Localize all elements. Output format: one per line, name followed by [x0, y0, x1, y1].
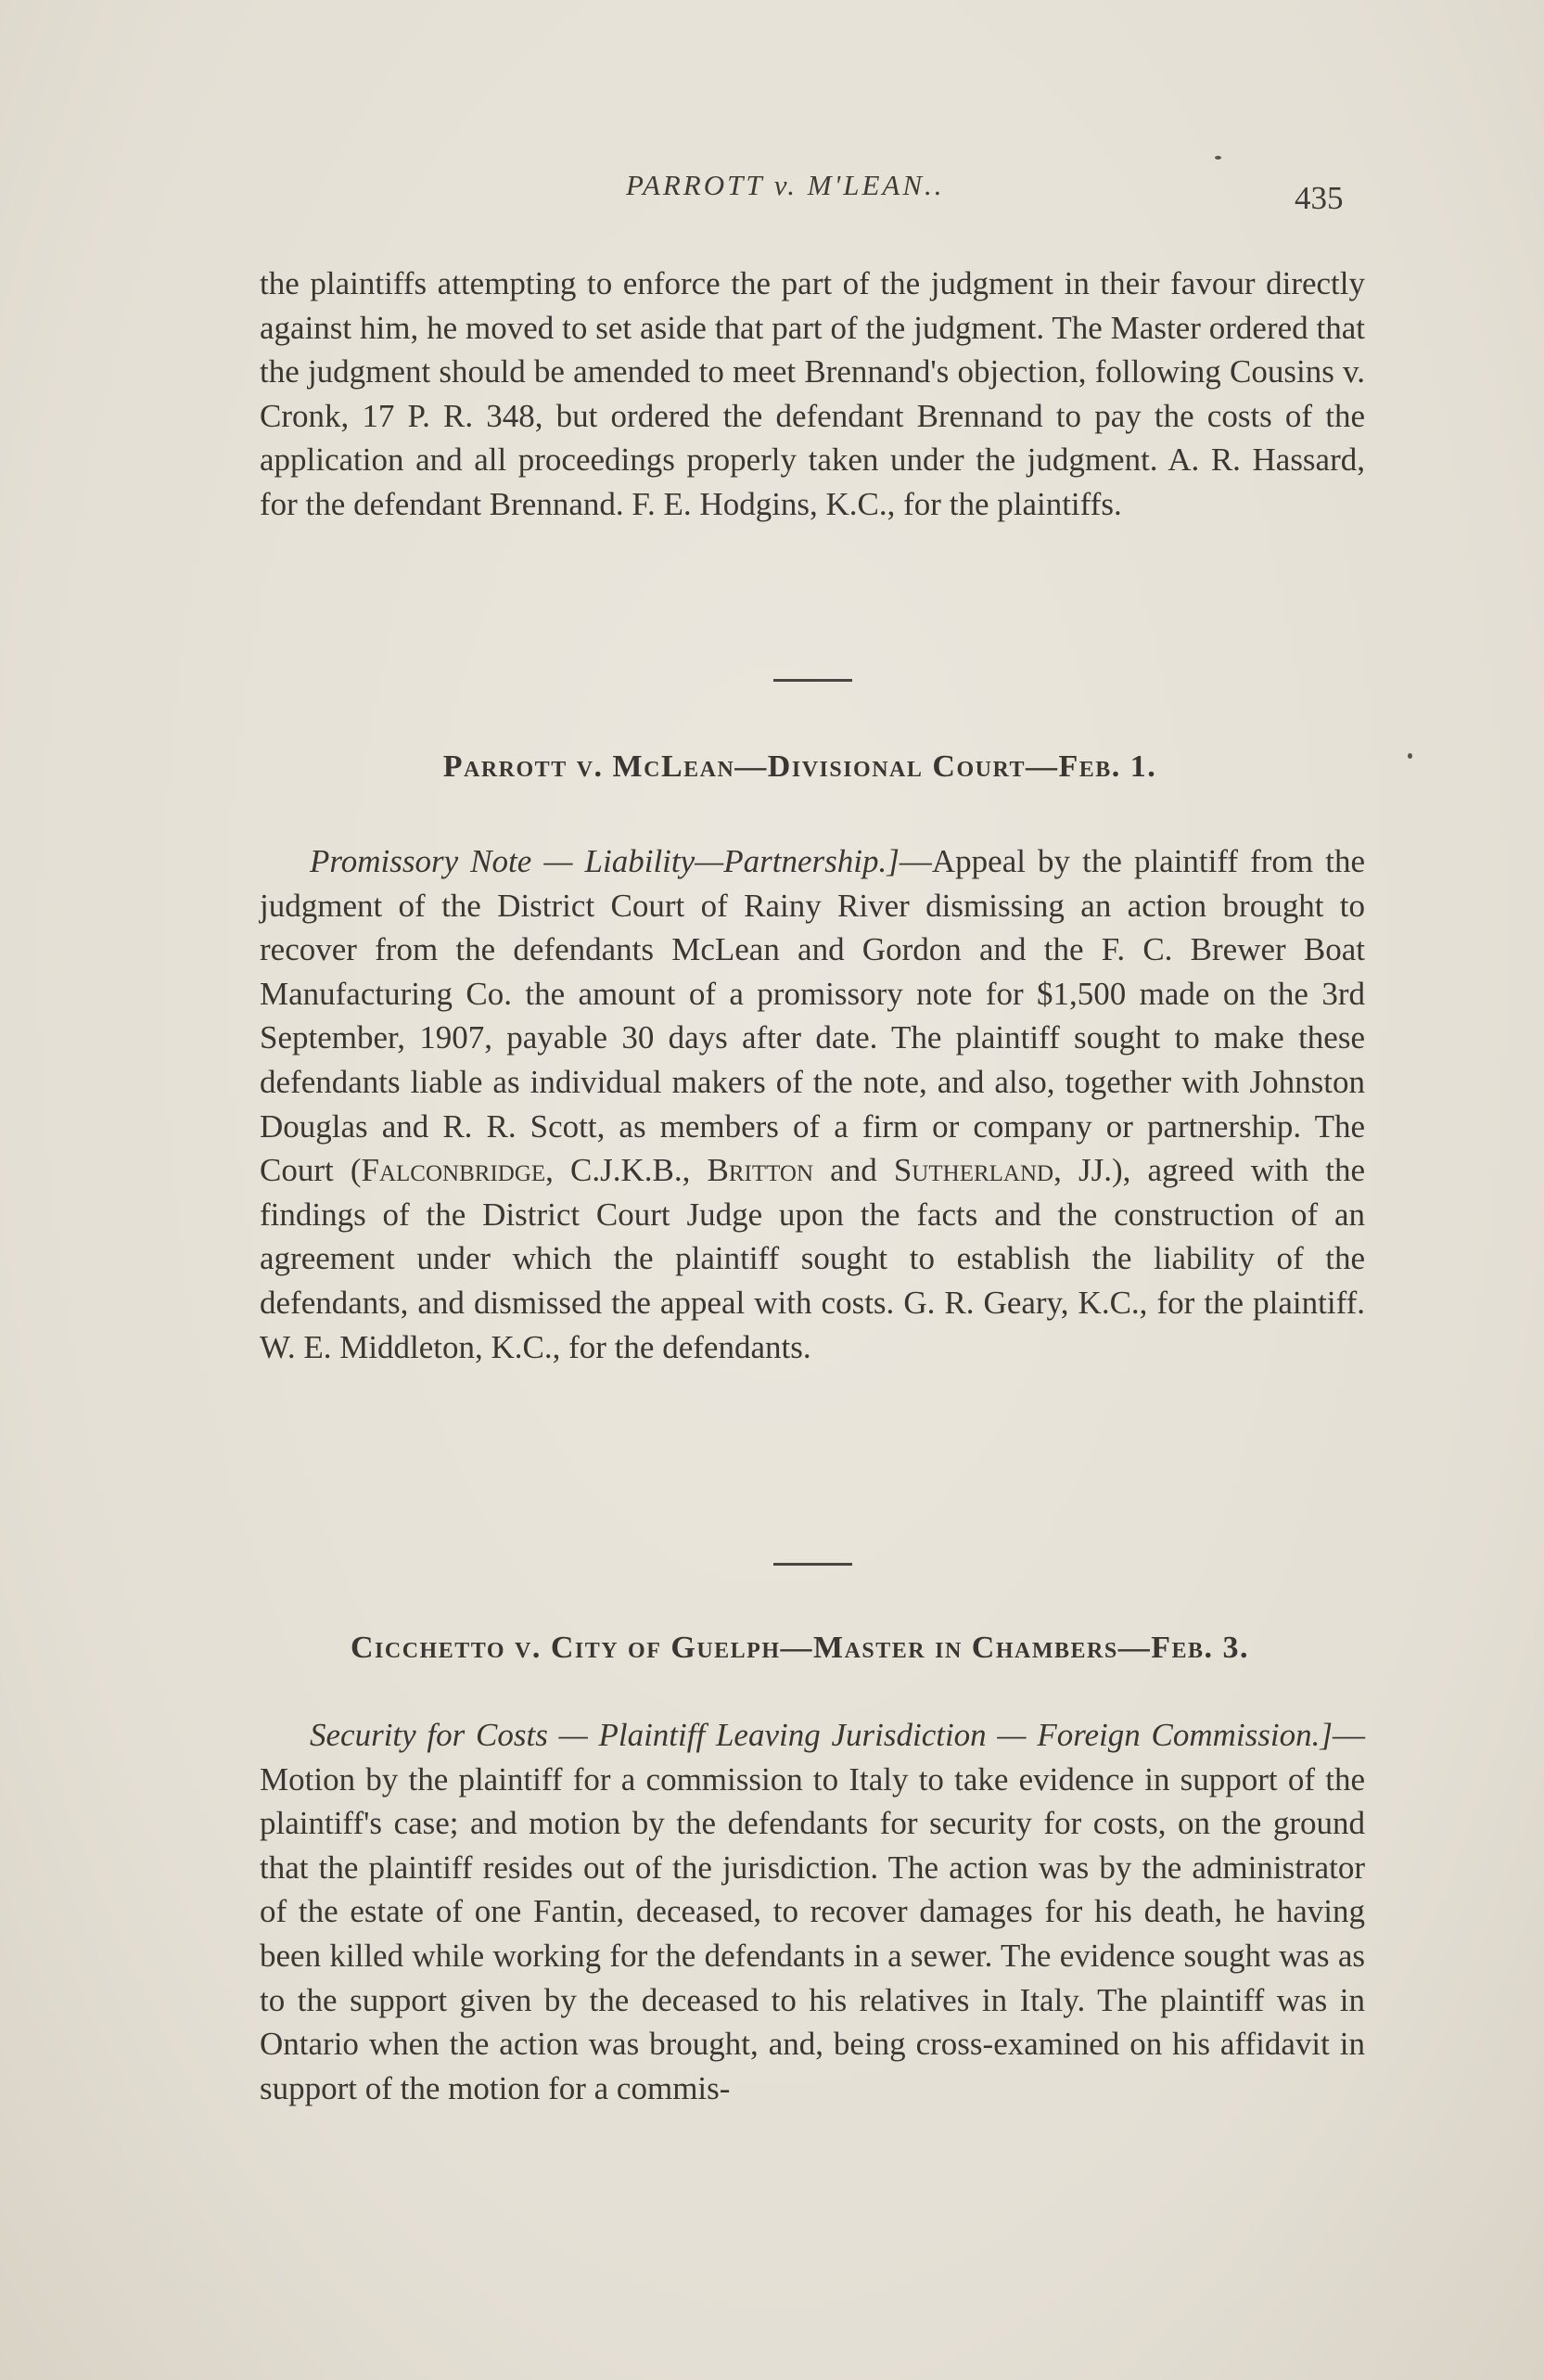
- case-paragraph-parrott: [260, 839, 1365, 1369]
- print-speck: [1215, 156, 1221, 160]
- section-divider: [773, 679, 852, 682]
- case-text-cicchetto: —Motion by the plaintiff for a commission to Italy to take evidence in support of the plaintiff's case; and motion by the defendants for security for costs, on the ground that the plaintiff resides out of the jurisdiction. The action was by the administrator of the estate of one Fantin, deceased, to recover damages for his death, he having been killed while working for the defendants in a sewer. The evidence sought was as to the support given by the deceased to his relatives in Italy. The plaintiff was in Ontario when the action was brought, and, being cross-examined on his affidavit in support of the motion for a commis-: [260, 1717, 1365, 2106]
- judge-name-sutherland: Sutherland: [893, 1152, 1054, 1189]
- page-number: 435: [1295, 180, 1344, 216]
- case-heading-cicchetto: Cicchetto v. City of Guelph—Master in Chambers—Feb. 3.: [351, 1631, 1249, 1665]
- case-text-parrott-a: —Appeal by the plaintiff from the judgment of the District Court of Rainy River dismissing an action brought to recover from the defendants McLean and Gordon and the F. C. Brewer Boat Manufacturing Co. the amount of a promissory note for $1,500 made on the 3rd September, 1907, payable 30 days after date. The plaintiff sought to make these defendants liable as individual makers of the note, and also, together with Johnston Douglas and R. R. Scott, as members of a firm or company or partnership. The Court (: [260, 843, 1365, 1189]
- case-paragraph-cicchetto: [260, 1713, 1365, 2110]
- catchwords-parrott: Promissory Note — Liability—Partnership.]: [310, 843, 900, 879]
- running-head: [0, 169, 1544, 215]
- running-title: PARROTT v. M'LEAN..: [626, 169, 945, 201]
- continued-paragraph: the plaintiffs attempting to enforce the part of the judgment in their favour directly against him, he moved to set aside that part of the judgment. The Master ordered that the judgment should be amended to meet Brennand's objection, following Cousins v. Cronk, 17 P. R. 348, but ordered the defendant Brennand to pay the costs of the application and all proceedings properly taken under the judgment. A. R. Hassard, for the defendant Brennand. F. E. Hodgins, K.C., for the plaintiffs.: [260, 265, 1365, 522]
- case-text-parrott-c: and: [813, 1152, 894, 1189]
- judge-name-falconbridge: Falconbridge: [361, 1152, 546, 1189]
- judge-name-britton: Britton: [707, 1152, 814, 1189]
- section-divider: [773, 1563, 852, 1566]
- catchwords-cicchetto: Security for Costs — Plaintiff Leaving Jurisdiction — Foreign Commission.]: [310, 1717, 1333, 1753]
- case-heading-parrott: Parrott v. McLean—Divisional Court—Feb. 1.: [442, 749, 1157, 784]
- case-text-parrott-d: , JJ.), agreed with the findings of the District Court Judge upon the facts and the construction of an agreement under which the plaintiff sought to establish the liability of the defendants, and dismissed the appeal with costs. G. R. Geary, K.C., for the plaintiff. W. E. Middleton, K.C., for the defendants.: [260, 1152, 1365, 1365]
- case-text-parrott-b: , C.J.K.B.,: [545, 1152, 708, 1189]
- print-speck: [1408, 753, 1412, 759]
